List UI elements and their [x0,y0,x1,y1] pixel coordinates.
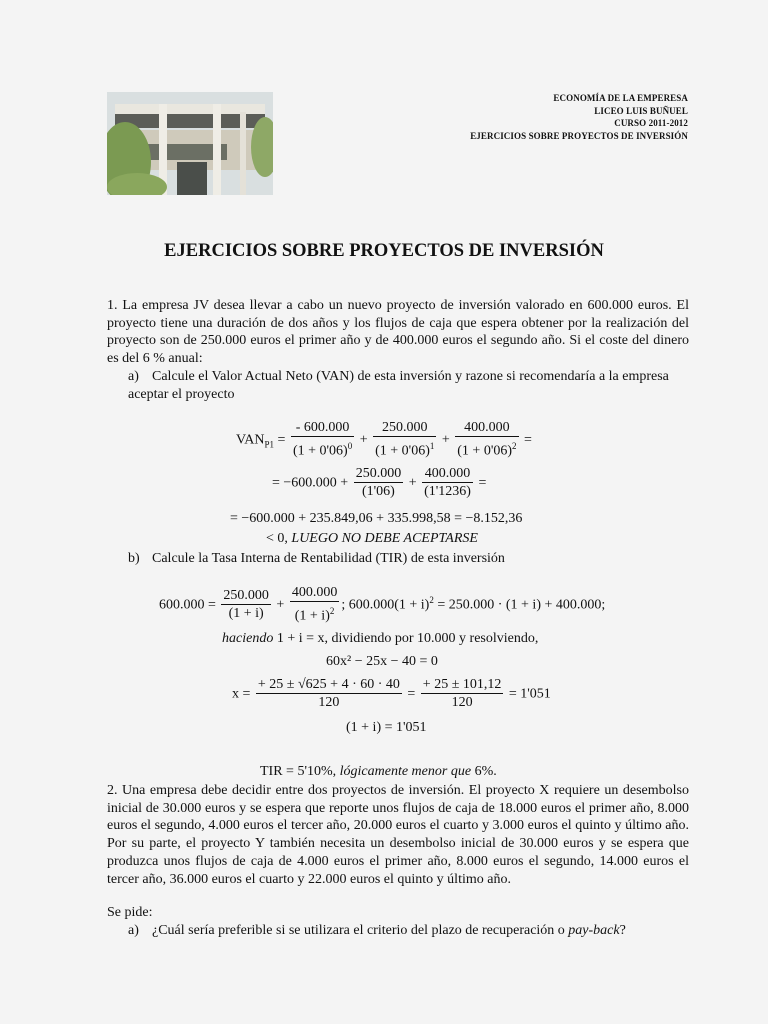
document-header [470,92,688,142]
question-b-text: Calcule la Tasa Interna de Rentabilidad (TIR) de esta inversión [152,551,505,566]
question-a-text: Calcule el Valor Actual Neto (VAN) de esta inversión y razone si recomendaría a la empresa aceptar el proyecto [128,369,669,402]
exercise-1-statement: 1. La empresa JV desea llevar a cabo un nuevo proyecto de inversión valorado en 600.000 euros. El proyecto tiene una duración de dos años y los flujos de caja que espera obtener por la realización del proyecto son de 250.000 euros el primer año y de 400.000 euros el segundo año. Si el coste del dinero es del 6 % anual: [107,298,689,367]
tir-result: TIR = 5'10%, lógicamente menor que 6%. [260,764,497,779]
list-marker: b) [128,551,140,566]
fraction: $\frac{+ 25 \pm √625 + 4 \cdot 60 \cdot 40}{120}$ [257,677,400,710]
fraction: $\frac{250.000}{(1'06)}$ [355,466,402,499]
fraction: $\frac{- 600.000}{(1 + 0'06)^0}$ [292,420,353,459]
fraction: $\frac{250.000}{(1 + i)}$ [223,587,269,621]
header-school: LICEO LUIS BUÑUEL [594,105,688,116]
exercise-2-statement: 2. Una empresa debe decidir entre dos proyectos de inversión. El proyecto X requiere un desembolso inicial de 30.000 euros y se espera que reporte unos flujos de caja de 18.000 euros el primer año, 8.000 euros el segundo, 4.000 euros el tercer año, 20.000 euros el cuarto y 3.000 euros el quinto y último año. Por su parte, el proyecto Y también necesita un desembolso inicial de 30.000 euros y se espera que produzca unos flujos de caja de 4.000 euros el primer año, 8.000 euros el segundo, 14.000 euros el tercer año, 36.000 euros el cuarto y 22.000 euros el quinto y último año. [107,783,689,887]
tir-quadratic-equation: 60x² − 25x − 40 = 0 [326,654,438,669]
fraction: $\frac{+ 25 \pm 101,12}{120}$ [422,677,502,710]
van-equation-line-1: $VAN_{P1}$ = $\frac{- 600.000}{(1 + 0'06)^0}$ + $\frac{250.000}{(1 + 0'06)^1}$ + $\frac{400.000}{(1 + 0'06)^2}$ = [236,420,532,459]
se-pide-label: Se pide: [107,905,153,920]
fraction: $\frac{400.000}{(1 + i)^2}$ [291,585,338,624]
tir-quadratic-solution: x = $\frac{+ 25 \pm √625 + 4 \cdot 60 \cdot 40}{120}$ = $\frac{+ 25 \pm 101,12}{120}$ = 1'051 [232,677,551,710]
header-course: CURSO 2011-2012 [614,118,688,128]
exercise-1-question-a [128,368,688,403]
header-topic: EJERCICIOS SOBRE PROYECTOS DE INVERSIÓN [470,130,688,141]
header-subject: ECONOMÍA DE LA EMPERESA [553,93,688,103]
fraction: $\frac{250.000}{(1 + 0'06)^1}$ [375,420,435,459]
van-conclusion: < 0, LUEGO NO DEBE ACEPTARSE [266,531,478,546]
tir-value-line: (1 + i) = 1'051 [346,720,427,735]
tir-substitution-line: haciendo 1 + i = x, dividiendo por 10.000 y resolviendo, [222,631,539,646]
exercise-2-question-a: a) ¿Cuál sería preferible si se utilizara el criterio del plazo de recuperación o pay-back? [128,923,626,938]
fraction: $\frac{400.000}{(1 + 0'06)^2}$ [457,420,517,459]
van-equation-line-2: = −600.000 + $\frac{250.000}{(1'06)}$ + $\frac{400.000}{(1'1236)}$ = [272,466,487,499]
tir-equation-line-1: 600.000 = $\frac{250.000}{(1 + i)}$ + $\frac{400.000}{(1 + i)^2}$ ; $600.000(1 + i)^2 = 250.000 \cdot (1 + i) + 400.000$; [159,585,606,624]
question-a-text: ¿Cuál sería preferible si se utilizara el criterio del plazo de recuperación o [152,923,569,938]
van-equation-line-3: = −600.000 + 235.849,06 + 335.998,58 = −8.152,36 [230,511,523,526]
fraction: $\frac{400.000}{(1'1236)}$ [424,466,471,499]
van-symbol: VAN [236,432,265,448]
page-title: EJERCICIOS SOBRE PROYECTOS DE INVERSIÓN [164,241,604,261]
exercise-1-question-b [128,550,688,568]
list-marker: a) [128,923,139,938]
building-photo [107,92,273,195]
van-subscript: P1 [264,439,275,450]
list-marker: a) [128,369,139,384]
